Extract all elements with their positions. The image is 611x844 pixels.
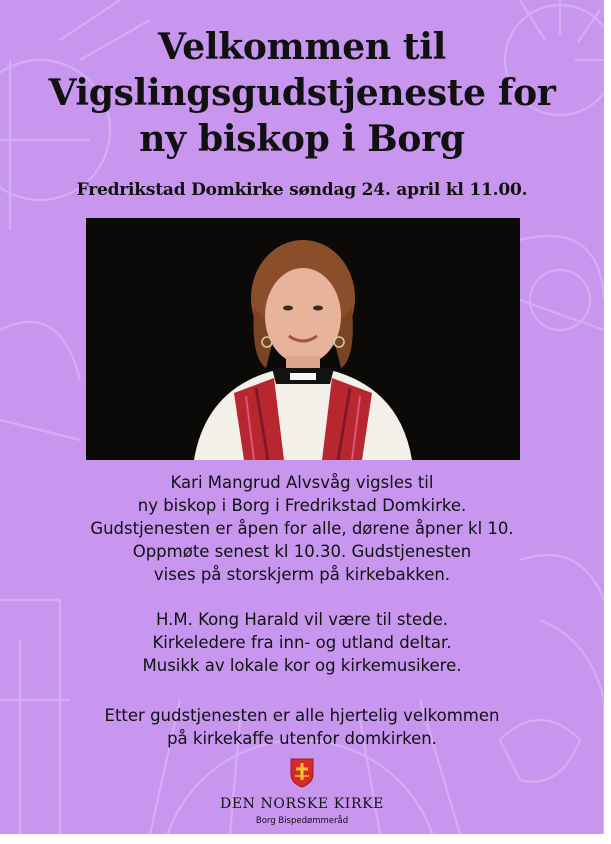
paragraph-line: Gudstjenesten er åpen for alle, dørene åpner kl 10. xyxy=(90,519,514,538)
church-shield-icon xyxy=(290,758,314,788)
organization-subtitle: Borg Bispedømmeråd xyxy=(255,816,349,826)
paragraph-line: Etter gudstjenesten er alle hjertelig velkommen xyxy=(104,706,500,725)
paragraph-line: H.M. Kong Harald vil være til stede. xyxy=(155,610,448,629)
paragraph-line: ny biskop i Borg i Fredrikstad Domkirke. xyxy=(137,496,467,515)
title-line-3: ny biskop i Borg xyxy=(139,118,465,160)
event-subtitle: Fredrikstad Domkirke søndag 24. april kl 11.00. xyxy=(76,180,528,200)
paragraph-church-coffee xyxy=(0,704,604,750)
paragraph-line: på kirkekaffe utenfor domkirken. xyxy=(167,729,437,748)
paragraph-line: Oppmøte senest kl 10.30. Gudstjenesten xyxy=(132,542,472,561)
bishop-portrait-photo xyxy=(86,218,520,460)
paragraph-line: Kari Mangrud Alvsvåg vigsles til xyxy=(170,473,434,492)
paragraph-line: Kirkeledere fra inn- og utland deltar. xyxy=(152,633,452,652)
paragraph-ceremony-info xyxy=(0,471,604,586)
paragraph-line: Musikk av lokale kor og kirkemusikere. xyxy=(142,656,462,675)
title-line-2: Vigslingsgudstjeneste for xyxy=(48,72,556,114)
paragraph-line: vises på storskjerm på kirkebakken. xyxy=(153,565,451,584)
organization-name: DEN NORSKE KIRKE xyxy=(220,796,384,812)
title-line-1: Velkommen til xyxy=(157,26,447,68)
page-title xyxy=(0,24,604,162)
paragraph-attendees xyxy=(0,608,604,677)
